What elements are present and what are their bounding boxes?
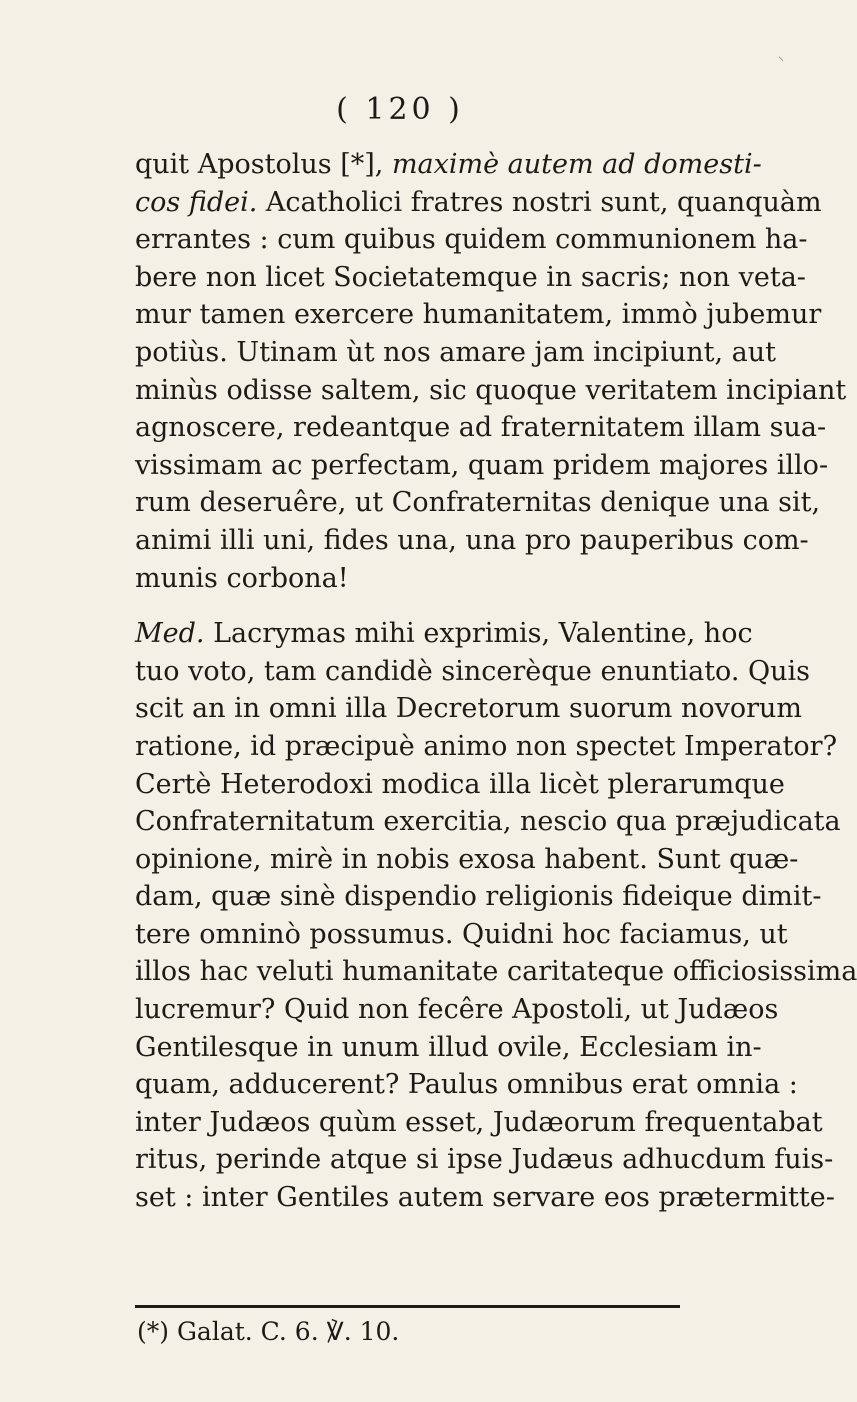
paragraph <box>135 146 847 597</box>
text-line <box>135 221 808 259</box>
text-segment: errantes : cum quibus quidem communionem ha- <box>135 224 808 256</box>
text-line <box>135 334 776 372</box>
text-segment: lucremur? Quid non fecêre Apostoli, ut Judæos <box>135 994 779 1026</box>
text-segment: quam, adducerent? Paulus omnibus erat omnia : <box>135 1069 798 1101</box>
italic-text: cos fidei. <box>135 186 258 218</box>
text-line <box>135 484 821 522</box>
text-line <box>135 1029 762 1067</box>
paragraph-gap <box>135 597 680 615</box>
italic-text: maximè autem ad domesti- <box>391 149 762 180</box>
footnote-rule <box>135 1305 680 1308</box>
text-line <box>135 372 847 410</box>
text-segment: inter Judæos quùm esset, Judæorum frequentabat <box>135 1106 823 1138</box>
text-segment: agnoscere, redeantque ad fraternitatem illam sua- <box>135 412 827 444</box>
text-segment: vissimam ac perfectam, quam pridem majores illo- <box>135 449 829 481</box>
text-segment: bere non licet Societatemque in sacris; non veta- <box>135 261 806 293</box>
text-line <box>135 522 809 560</box>
text-line <box>135 953 857 991</box>
text-segment: tuo voto, tam candidè sincerèque enuntiato. Quis <box>135 655 810 687</box>
text-line <box>135 447 829 485</box>
text-segment: Certè Heterodoxi modica illa licèt plerarumque <box>135 768 785 800</box>
text-line <box>135 560 680 598</box>
text-segment: munis corbona! <box>135 562 349 594</box>
text-line <box>135 259 806 297</box>
text-line <box>135 409 827 447</box>
text-line <box>135 146 762 184</box>
text-segment: Confraternitatum exercitia, nescio qua præjudicata <box>135 806 841 838</box>
text-line <box>135 690 803 728</box>
text-segment: Gentilesque in unum illud ovile, Ecclesiam in- <box>135 1031 762 1063</box>
text-segment: illos hac veluti humanitate caritateque officiosissima <box>135 956 857 988</box>
text-line <box>135 803 841 841</box>
text-line <box>135 841 799 879</box>
text-line <box>135 728 838 766</box>
text-segment: dam, quæ sinè dispendio religionis fideique dimit- <box>135 881 822 913</box>
text-line <box>135 1141 834 1179</box>
text-segment: mur tamen exercere humanitatem, immò jubemur <box>135 299 822 331</box>
text-segment: minùs odisse saltem, sic quoque veritatem incipiant <box>135 374 847 406</box>
text-segment: potiùs. Utinam ùt nos amare jam incipiunt, aut <box>135 336 776 368</box>
text-segment: animi illi uni, fides una, una pro pauperibus com- <box>135 524 809 556</box>
text-segment: Acatholici fratres nostri sunt, quanquàm <box>257 186 822 218</box>
text-line <box>135 916 788 954</box>
text-segment: set : inter Gentiles autem servare eos prætermitte- <box>135 1182 835 1214</box>
page-number: ( 120 ) <box>336 92 464 127</box>
text-line <box>135 1179 835 1217</box>
text-line <box>135 1104 823 1142</box>
text-line <box>135 991 779 1029</box>
italic-text: Med. <box>135 618 205 650</box>
text-line <box>135 1066 798 1104</box>
text-segment: Lacrymas mihi exprimis, Valentine, hoc <box>204 618 753 650</box>
text-line <box>135 296 822 334</box>
text-line <box>135 878 822 916</box>
text-line <box>135 184 822 222</box>
text-segment: rum deseruêre, ut Confraternitas denique una sit, <box>135 487 821 519</box>
body-text <box>135 146 857 1217</box>
text-segment: quit Apostolus [*], <box>135 149 392 180</box>
text-line <box>135 653 810 691</box>
text-line <box>135 766 785 804</box>
paragraph <box>135 615 857 1217</box>
margin-speck-mark: ⸜ <box>778 49 785 63</box>
footnote: (*) Galat. C. 6. ℣. 10. <box>137 1317 400 1346</box>
text-segment: tere omninò possumus. Quidni hoc faciamus, ut <box>135 918 788 950</box>
text-segment: scit an in omni illa Decretorum suorum novorum <box>135 693 803 725</box>
text-segment: ritus, perinde atque si ipse Judæus adhucdum fuis- <box>135 1144 834 1176</box>
text-line <box>135 615 753 653</box>
text-segment: ratione, id præcipuè animo non spectet Imperator? <box>135 730 838 762</box>
text-segment: opinione, mirè in nobis exosa habent. Sunt quæ- <box>135 843 799 875</box>
